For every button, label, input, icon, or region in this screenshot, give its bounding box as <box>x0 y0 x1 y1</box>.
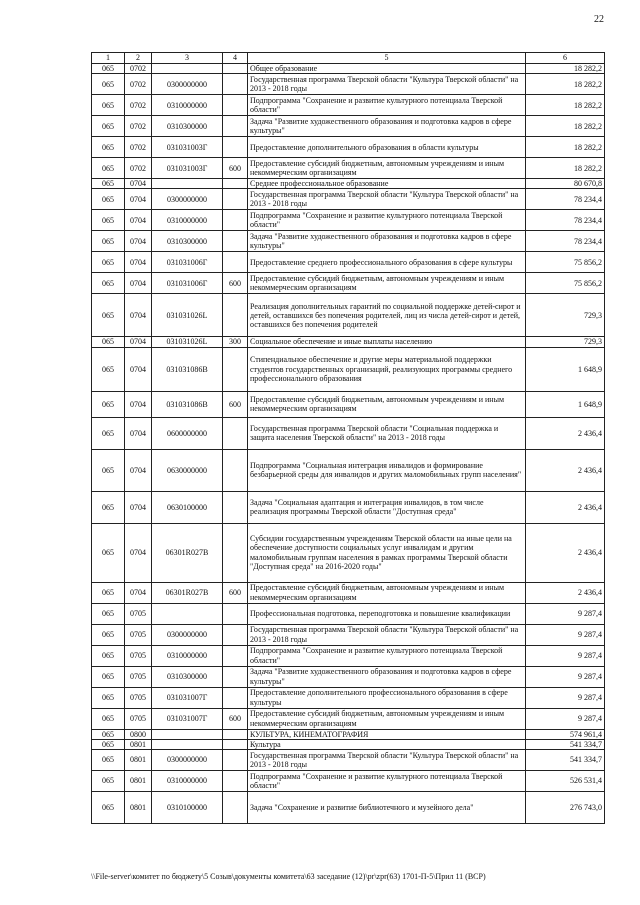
item-name-cell: Общее образование <box>248 64 526 74</box>
item-name-cell: Предоставление субсидий бюджетным, автономным учреждениям и иным некоммерческим организациям <box>248 158 526 179</box>
target-article-cell: 0600000000 <box>152 417 223 449</box>
item-name-cell: Подпрограмма "Сохранение и развитие культурного потенциала Тверской области" <box>248 210 526 231</box>
section-code-cell: 065 <box>92 687 125 708</box>
amount-cell: 2 436,4 <box>526 449 605 491</box>
section-code-cell: 065 <box>92 252 125 273</box>
table-row <box>92 74 605 95</box>
item-name-cell: Подпрограмма "Сохранение и развитие культурного потенциала Тверской области" <box>248 645 526 666</box>
item-name-cell: Предоставление среднего профессионального образования в сфере культуры <box>248 252 526 273</box>
amount-cell: 18 282,2 <box>526 64 605 74</box>
amount-cell: 9 287,4 <box>526 645 605 666</box>
subsection-code-cell: 0705 <box>125 645 152 666</box>
amount-cell: 729,3 <box>526 337 605 347</box>
table-row <box>92 666 605 687</box>
expense-type-cell <box>223 645 248 666</box>
amount-cell: 9 287,4 <box>526 687 605 708</box>
subsection-code-cell: 0705 <box>125 687 152 708</box>
subsection-code-cell: 0702 <box>125 64 152 74</box>
amount-cell: 78 234,4 <box>526 189 605 210</box>
subsection-code-cell: 0801 <box>125 792 152 824</box>
target-article-cell: 031031026L <box>152 294 223 337</box>
table-row <box>92 116 605 137</box>
item-name-cell: Предоставление субсидий бюджетным, автономным учреждениям и иным некоммерческим организациям <box>248 582 526 603</box>
amount-cell: 541 334,7 <box>526 739 605 749</box>
item-name-cell: Культура <box>248 739 526 749</box>
item-name-cell: Подпрограмма "Сохранение и развитие культурного потенциала Тверской области" <box>248 771 526 792</box>
expense-type-cell: 600 <box>223 582 248 603</box>
subsection-code-cell: 0704 <box>125 523 152 582</box>
expense-type-cell <box>223 771 248 792</box>
table-row <box>92 417 605 449</box>
subsection-code-cell: 0705 <box>125 624 152 645</box>
header-cell: 6 <box>526 53 605 64</box>
expense-type-cell <box>223 252 248 273</box>
expense-type-cell <box>223 347 248 391</box>
section-code-cell: 065 <box>92 666 125 687</box>
budget-table <box>91 52 605 824</box>
item-name-cell: Задача "Социальная адаптация и интеграция инвалидов, в том числе реализация программы Тверской области "Доступная среда" <box>248 491 526 523</box>
expense-type-cell <box>223 523 248 582</box>
item-name-cell: КУЛЬТУРА, КИНЕМАТОГРАФИЯ <box>248 729 526 739</box>
subsection-code-cell: 0702 <box>125 74 152 95</box>
subsection-code-cell: 0704 <box>125 449 152 491</box>
target-article-cell: 0300000000 <box>152 74 223 95</box>
subsection-code-cell: 0705 <box>125 708 152 729</box>
amount-cell: 574 961,4 <box>526 729 605 739</box>
subsection-code-cell: 0702 <box>125 158 152 179</box>
section-code-cell: 065 <box>92 294 125 337</box>
expense-type-cell <box>223 687 248 708</box>
header-cell: 1 <box>92 53 125 64</box>
expense-type-cell <box>223 210 248 231</box>
expense-type-cell <box>223 603 248 624</box>
subsection-code-cell: 0702 <box>125 116 152 137</box>
section-code-cell: 065 <box>92 189 125 210</box>
expense-type-cell <box>223 294 248 337</box>
amount-cell: 9 287,4 <box>526 603 605 624</box>
target-article-cell <box>152 179 223 189</box>
subsection-code-cell: 0705 <box>125 603 152 624</box>
expense-type-cell <box>223 624 248 645</box>
item-name-cell: Субсидии государственным учреждениям Тверской области на иные цели на обеспечение доступности социальных услуг инвалидам и другим маломобильным группам населения в рамках программы Тверской области "Доступная среда" на 2016-2020 годы" <box>248 523 526 582</box>
item-name-cell: Задача "Развитие художественного образования и подготовка кадров в сфере культуры" <box>248 666 526 687</box>
section-code-cell: 065 <box>92 771 125 792</box>
subsection-code-cell: 0801 <box>125 771 152 792</box>
subsection-code-cell: 0702 <box>125 95 152 116</box>
item-name-cell: Предоставление дополнительного профессионального образования в сфере культуры <box>248 687 526 708</box>
section-code-cell: 065 <box>92 603 125 624</box>
table-row <box>92 603 605 624</box>
target-article-cell: 031031003Г <box>152 137 223 158</box>
page-number: 22 <box>594 14 604 25</box>
section-code-cell: 065 <box>92 582 125 603</box>
table-row <box>92 771 605 792</box>
expense-type-cell <box>223 449 248 491</box>
amount-cell: 2 436,4 <box>526 523 605 582</box>
item-name-cell: Среднее профессиональное образование <box>248 179 526 189</box>
expense-type-cell <box>223 64 248 74</box>
section-code-cell: 065 <box>92 95 125 116</box>
table-row <box>92 624 605 645</box>
target-article-cell: 031031026L <box>152 337 223 347</box>
table-row <box>92 708 605 729</box>
section-code-cell: 065 <box>92 64 125 74</box>
subsection-code-cell: 0704 <box>125 252 152 273</box>
item-name-cell: Профессиональная подготовка, переподготовка и повышение квалификации <box>248 603 526 624</box>
amount-cell: 9 287,4 <box>526 624 605 645</box>
subsection-code-cell: 0704 <box>125 347 152 391</box>
target-article-cell: 031031006Г <box>152 273 223 294</box>
amount-cell: 9 287,4 <box>526 708 605 729</box>
header-cell: 3 <box>152 53 223 64</box>
expense-type-cell <box>223 739 248 749</box>
expense-type-cell: 600 <box>223 391 248 417</box>
item-name-cell: Стипендиальное обеспечение и другие меры материальной поддержки студентов государственных организаций, реализующих программы среднего профессионального образования <box>248 347 526 391</box>
target-article-cell: 0310300000 <box>152 231 223 252</box>
table-header-row <box>92 53 605 64</box>
item-name-cell: Реализация дополнительных гарантий по социальной поддержке детей-сирот и детей, оставшихся без попечения родителей, лиц из числа детей-сирот и детей, оставшихся без попечения родителей <box>248 294 526 337</box>
subsection-code-cell: 0801 <box>125 739 152 749</box>
subsection-code-cell: 0704 <box>125 417 152 449</box>
item-name-cell: Предоставление субсидий бюджетным, автономным учреждениям и иным некоммерческим организациям <box>248 391 526 417</box>
amount-cell: 78 234,4 <box>526 231 605 252</box>
subsection-code-cell: 0704 <box>125 189 152 210</box>
table-row <box>92 792 605 824</box>
table-row <box>92 750 605 771</box>
item-name-cell: Задача "Развитие художественного образования и подготовка кадров в сфере культуры" <box>248 116 526 137</box>
subsection-code-cell: 0800 <box>125 729 152 739</box>
table-row <box>92 294 605 337</box>
section-code-cell: 065 <box>92 137 125 158</box>
amount-cell: 2 436,4 <box>526 417 605 449</box>
section-code-cell: 065 <box>92 739 125 749</box>
target-article-cell: 0310100000 <box>152 792 223 824</box>
file-path-footer: \\File-server\комитет по бюджету\5 Созыв\документы комитета\63 заседание (12)\pr\zpr(63) 1701-П-5\Прил 11 (ВСР) <box>91 872 486 881</box>
subsection-code-cell: 0704 <box>125 231 152 252</box>
subsection-code-cell: 0704 <box>125 582 152 603</box>
item-name-cell: Социальное обеспечение и иные выплаты населению <box>248 337 526 347</box>
subsection-code-cell: 0704 <box>125 391 152 417</box>
expense-type-cell <box>223 491 248 523</box>
amount-cell: 18 282,2 <box>526 74 605 95</box>
item-name-cell: Государственная программа Тверской области "Культура Тверской области" на 2013 - 2018 годы <box>248 189 526 210</box>
amount-cell: 1 648,9 <box>526 391 605 417</box>
section-code-cell: 065 <box>92 179 125 189</box>
amount-cell: 526 531,4 <box>526 771 605 792</box>
table-row <box>92 179 605 189</box>
table-row <box>92 273 605 294</box>
target-article-cell: 0300000000 <box>152 750 223 771</box>
target-article-cell: 031031007Г <box>152 708 223 729</box>
item-name-cell: Государственная программа Тверской области "Социальная поддержка и защита населения Тверской области" на 2013 - 2018 годы <box>248 417 526 449</box>
amount-cell: 78 234,4 <box>526 210 605 231</box>
table-row <box>92 582 605 603</box>
section-code-cell: 065 <box>92 210 125 231</box>
amount-cell: 9 287,4 <box>526 666 605 687</box>
item-name-cell: Государственная программа Тверской области "Культура Тверской области" на 2013 - 2018 годы <box>248 750 526 771</box>
table-row <box>92 347 605 391</box>
item-name-cell: Предоставление субсидий бюджетным, автономным учреждениям и иным некоммерческим организациям <box>248 273 526 294</box>
section-code-cell: 065 <box>92 74 125 95</box>
section-code-cell: 065 <box>92 391 125 417</box>
section-code-cell: 065 <box>92 792 125 824</box>
item-name-cell: Задача "Сохранение и развитие библиотечного и музейного дела" <box>248 792 526 824</box>
amount-cell: 2 436,4 <box>526 582 605 603</box>
table-row <box>92 231 605 252</box>
target-article-cell: 031031086В <box>152 391 223 417</box>
amount-cell: 541 334,7 <box>526 750 605 771</box>
amount-cell: 18 282,2 <box>526 137 605 158</box>
expense-type-cell <box>223 792 248 824</box>
target-article-cell: 0310000000 <box>152 645 223 666</box>
section-code-cell: 065 <box>92 347 125 391</box>
target-article-cell: 031031006Г <box>152 252 223 273</box>
target-article-cell: 0300000000 <box>152 189 223 210</box>
subsection-code-cell: 0704 <box>125 210 152 231</box>
amount-cell: 2 436,4 <box>526 491 605 523</box>
section-code-cell: 065 <box>92 729 125 739</box>
expense-type-cell <box>223 666 248 687</box>
table-row <box>92 491 605 523</box>
subsection-code-cell: 0704 <box>125 273 152 294</box>
target-article-cell: 0310300000 <box>152 116 223 137</box>
section-code-cell: 065 <box>92 491 125 523</box>
section-code-cell: 065 <box>92 449 125 491</box>
table-row <box>92 391 605 417</box>
item-name-cell: Предоставление дополнительного образования в области культуры <box>248 137 526 158</box>
amount-cell: 18 282,2 <box>526 158 605 179</box>
table-row <box>92 158 605 179</box>
target-article-cell <box>152 64 223 74</box>
table-row <box>92 739 605 749</box>
item-name-cell: Государственная программа Тверской области "Культура Тверской области" на 2013 - 2018 годы <box>248 74 526 95</box>
table-row <box>92 645 605 666</box>
expense-type-cell: 600 <box>223 273 248 294</box>
expense-type-cell <box>223 179 248 189</box>
section-code-cell: 065 <box>92 708 125 729</box>
expense-type-cell <box>223 231 248 252</box>
amount-cell: 729,3 <box>526 294 605 337</box>
target-article-cell <box>152 739 223 749</box>
expense-type-cell <box>223 417 248 449</box>
table-row <box>92 189 605 210</box>
target-article-cell: 0630000000 <box>152 449 223 491</box>
amount-cell: 80 670,8 <box>526 179 605 189</box>
section-code-cell: 065 <box>92 645 125 666</box>
section-code-cell: 065 <box>92 231 125 252</box>
amount-cell: 18 282,2 <box>526 95 605 116</box>
section-code-cell: 065 <box>92 624 125 645</box>
section-code-cell: 065 <box>92 337 125 347</box>
subsection-code-cell: 0801 <box>125 750 152 771</box>
section-code-cell: 065 <box>92 750 125 771</box>
expense-type-cell: 600 <box>223 158 248 179</box>
subsection-code-cell: 0705 <box>125 666 152 687</box>
table-row <box>92 95 605 116</box>
table-row <box>92 210 605 231</box>
target-article-cell: 031031003Г <box>152 158 223 179</box>
expense-type-cell <box>223 750 248 771</box>
item-name-cell: Государственная программа Тверской области "Культура Тверской области" на 2013 - 2018 годы <box>248 624 526 645</box>
subsection-code-cell: 0704 <box>125 294 152 337</box>
expense-type-cell <box>223 137 248 158</box>
target-article-cell: 06301R027В <box>152 582 223 603</box>
table-row <box>92 137 605 158</box>
table-row <box>92 729 605 739</box>
table-row <box>92 687 605 708</box>
subsection-code-cell: 0702 <box>125 137 152 158</box>
target-article-cell: 0300000000 <box>152 624 223 645</box>
expense-type-cell <box>223 74 248 95</box>
item-name-cell: Подпрограмма "Социальная интеграция инвалидов и формирование безбарьерной среды для инвалидов и других маломобильных групп населения" <box>248 449 526 491</box>
subsection-code-cell: 0704 <box>125 337 152 347</box>
target-article-cell: 031031007Г <box>152 687 223 708</box>
section-code-cell: 065 <box>92 523 125 582</box>
subsection-code-cell: 0704 <box>125 491 152 523</box>
budget-table-body <box>92 53 605 824</box>
target-article-cell <box>152 729 223 739</box>
target-article-cell: 0310300000 <box>152 666 223 687</box>
expense-type-cell <box>223 95 248 116</box>
item-name-cell: Подпрограмма "Сохранение и развитие культурного потенциала Тверской области" <box>248 95 526 116</box>
target-article-cell: 0630100000 <box>152 491 223 523</box>
target-article-cell: 0310000000 <box>152 771 223 792</box>
item-name-cell: Задача "Развитие художественного образования и подготовка кадров в сфере культуры" <box>248 231 526 252</box>
header-cell: 2 <box>125 53 152 64</box>
section-code-cell: 065 <box>92 116 125 137</box>
table-row <box>92 64 605 74</box>
item-name-cell: Предоставление субсидий бюджетным, автономным учреждениям и иным некоммерческим организациям <box>248 708 526 729</box>
expense-type-cell <box>223 116 248 137</box>
target-article-cell: 06301R027В <box>152 523 223 582</box>
amount-cell: 1 648,9 <box>526 347 605 391</box>
expense-type-cell <box>223 189 248 210</box>
target-article-cell: 0310000000 <box>152 95 223 116</box>
expense-type-cell: 300 <box>223 337 248 347</box>
amount-cell: 276 743,0 <box>526 792 605 824</box>
target-article-cell <box>152 603 223 624</box>
table-row <box>92 523 605 582</box>
target-article-cell: 031031086В <box>152 347 223 391</box>
header-cell: 4 <box>223 53 248 64</box>
subsection-code-cell: 0704 <box>125 179 152 189</box>
amount-cell: 75 856,2 <box>526 273 605 294</box>
amount-cell: 18 282,2 <box>526 116 605 137</box>
target-article-cell: 0310000000 <box>152 210 223 231</box>
table-row <box>92 449 605 491</box>
amount-cell: 75 856,2 <box>526 252 605 273</box>
header-cell: 5 <box>248 53 526 64</box>
table-row <box>92 252 605 273</box>
expense-type-cell: 600 <box>223 708 248 729</box>
expense-type-cell <box>223 729 248 739</box>
section-code-cell: 065 <box>92 273 125 294</box>
section-code-cell: 065 <box>92 417 125 449</box>
table-row <box>92 337 605 347</box>
section-code-cell: 065 <box>92 158 125 179</box>
